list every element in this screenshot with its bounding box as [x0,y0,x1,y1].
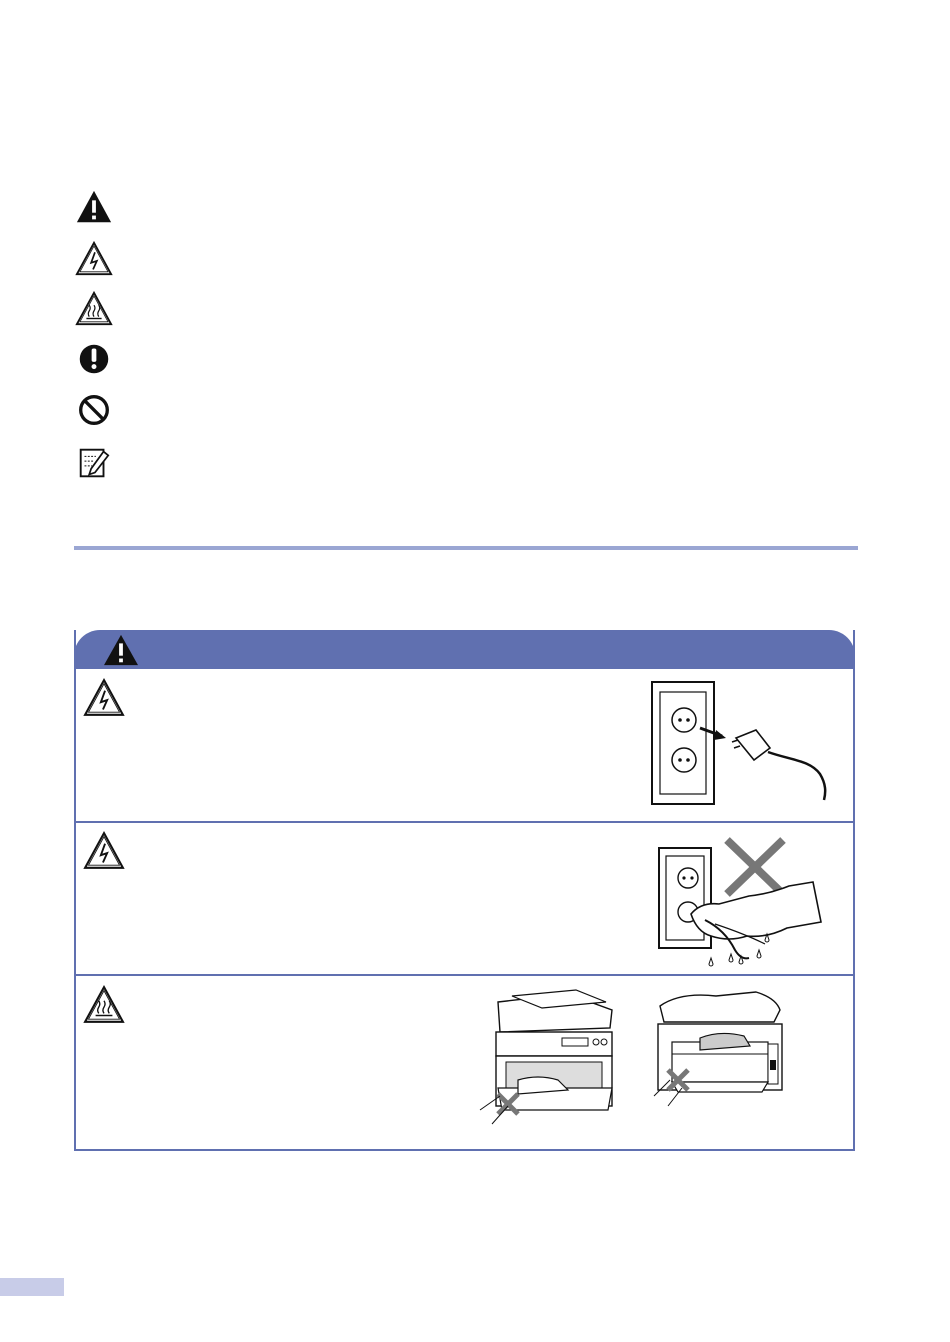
electrical-hazard-icon [83,677,125,719]
warning-triangle-icon [75,188,113,226]
electrical-hazard-icon [83,830,125,872]
hot-surface-icon [83,984,125,1026]
section-divider [74,546,858,550]
prohibited-icon [75,391,113,429]
note-icon [75,444,113,482]
page-tab-marker [0,1278,64,1296]
printer-front-open-illustration [478,984,623,1126]
printer-back-open-illustration [650,984,800,1114]
important-icon [75,340,113,378]
no-wet-hands-illustration [655,834,830,970]
row-divider [74,821,855,823]
electrical-hazard-icon [75,240,113,278]
unplug-power-cord-illustration [640,680,840,806]
hot-surface-icon [75,290,113,328]
row-divider [74,974,855,976]
